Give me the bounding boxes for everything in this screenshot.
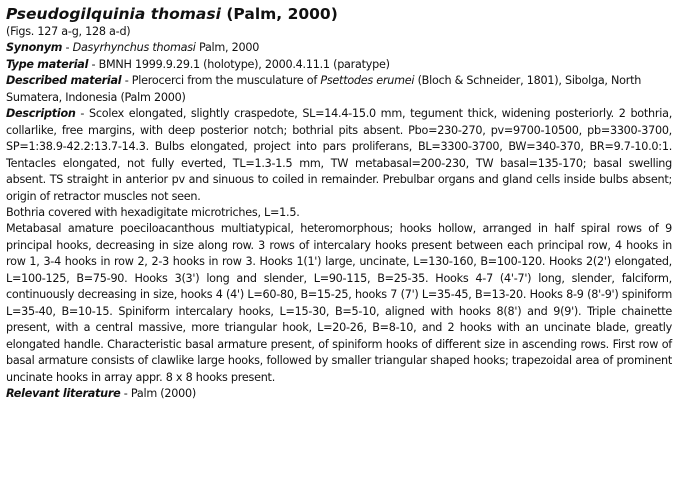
synonym-authority: Palm, 2000 (195, 41, 260, 55)
literature-label: Relevant literature (6, 386, 121, 400)
species-authority: (Palm, 2000) (226, 5, 338, 23)
synonym-line (6, 40, 672, 56)
bothria-paragraph: Bothria covered with hexadigitate microtriches, L=1.5. (6, 205, 300, 219)
type-material-text: - BMNH 1999.9.29.1 (holotype), 2000.4.11.1 (paratype) (88, 57, 390, 71)
species-name: Pseudogilquinia thomasi (6, 5, 221, 23)
synonym-label: Synonym (6, 41, 63, 55)
description-paragraph (6, 106, 672, 205)
described-material-pre: - Plerocerci from the musculature of (121, 74, 321, 88)
described-material-post: (Bloch & Schneider, 1801), Sibolga, North Sumatera, Indonesia (Palm 2000) (6, 74, 642, 104)
literature-text: - Palm (2000) (120, 386, 196, 400)
type-material-line (6, 57, 672, 73)
synonym-separator: - (62, 41, 73, 55)
armature-paragraph: Metabasal amature poeciloacanthous multiatypical, heteromorphous; hooks hollow, arranged in half spiral rows of 9 principal hooks, decreasing in size along row. 3 rows of intercalary hooks present between each principal row, 4 hooks in row 1, 3-4 hooks in row 2, 2-3 hooks in row 3. Hooks 1(1') large, uncinate, L=130-160, B=100-120. Hooks 2(2') elongated, L=100-125, B=75-90. Hooks 3(3') long and slender, L=90-115, B=25-35. Hooks 4-7 (4'-7') long, slender, falciform, continuously decreasing in size, hooks 4 (4') L=60-80, B=15-25, hooks 7 (7') L=35-45, B=13-20. Hooks 8-9 (8'-9') spiniform L=35-40, B=10-15. Spiniform intercalary hooks, L=15-30, B=5-10, aligned with hooks 8(8') and 9(9'). Triple chainette present, with a central massive, more triangular hook, L=20-26, B=8-10, and 2 hooks with an uncinate blade, greatly elongated handle. Characteristic basal armature present, of spiniform hooks of different size in ascending rows. First row of basal armature consists of clawlike large hooks, followed by smaller triangular shaped hooks; trapezoidal area of prominent uncinate hooks in array appr. 8 x 8 hooks present. (6, 222, 672, 384)
figure-reference: (Figs. 127 a-g, 128 a-d) (6, 25, 131, 38)
literature-line (6, 386, 672, 402)
species-heading (6, 4, 672, 24)
synonym-name: Dasyrhynchus thomasi (72, 41, 196, 55)
described-material-label: Described material (6, 74, 122, 88)
description-text: - Scolex elongated, slightly craspedote, SL=14.4-15.0 mm, tegument thick, widening posteriorly. 2 bothria, collarlike, free margins, with deep posterior notch; bothrial pits absent. Pbo=230-270, pv=9700-10500, pb=3300-3700, SP=1:38.9-42.2:13.7-14.3. Bulbs elongated, project into pars proliferans, BL=3300-3700, BW=340-370, BR=9.7-10.0:1. Tentacles elongated, not fully everted, TL=1.3-1.5 mm, TW metabasal=200-230, TW basal=135-170; basal swelling absent. TS straight in anterior pv and sinuous to coiled in remainder. Prebulbar organs and gland cells inside bulbs absent; origin of retractor muscles not seen. (6, 107, 672, 203)
description-label: Description (6, 107, 76, 121)
described-material-paragraph (6, 73, 672, 106)
host-species-name: Psettodes erumei (320, 74, 415, 88)
type-material-label: Type material (6, 57, 89, 71)
